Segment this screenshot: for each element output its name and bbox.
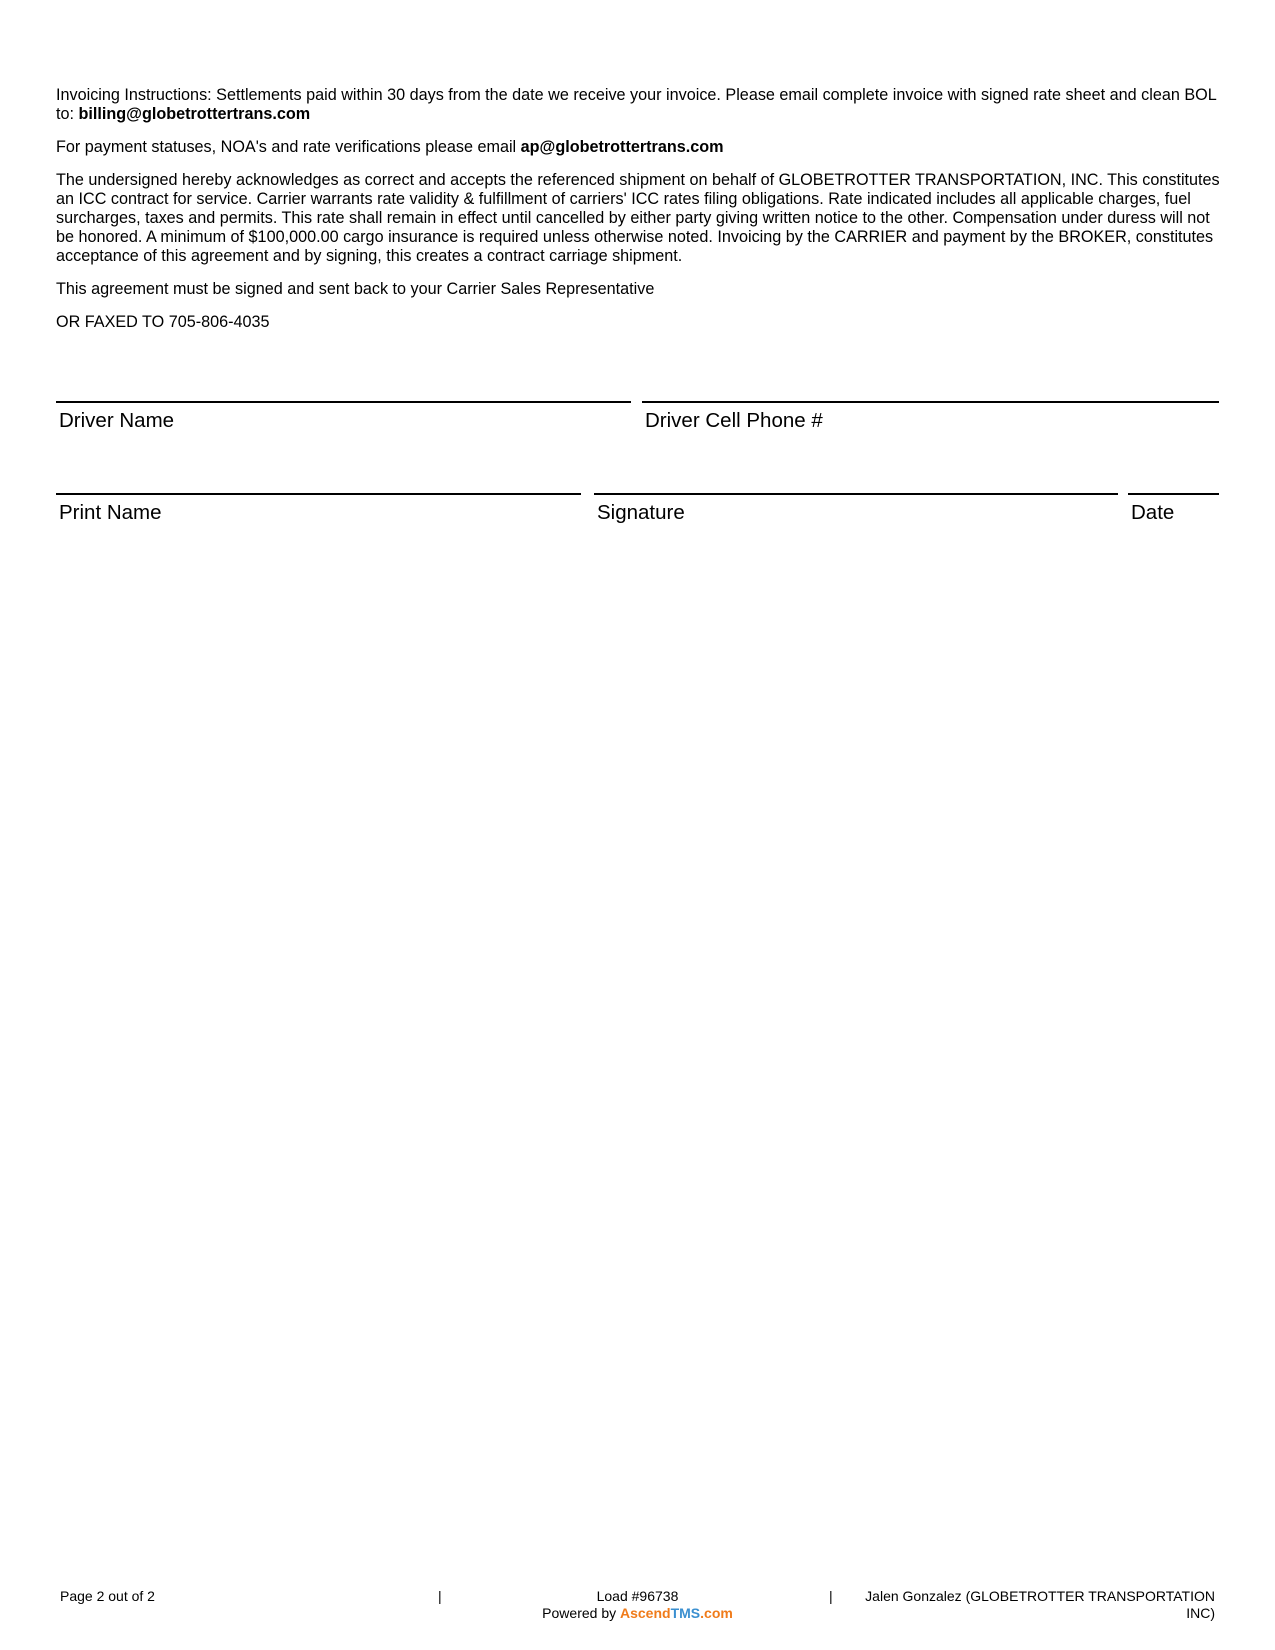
agreement-paragraph: The undersigned hereby acknowledges as correct and accepts the referenced shipment on behalf of GLOBETROTTER TRANSPORTATION, INC. This constitutes an ICC contract for service. Carrier warrants rate validity & fulfillment of carriers' ICC rates filing obligations. Rate indicated includes all applicable charges, fuel surcharges, taxes and permits. This rate shall remain in effect until cancelled by either party giving written notice to the other. Compensation under duress will not be honored. A minimum of $100,000.00 cargo insurance is required unless otherwise noted. Invoicing by the CARRIER and payment by the BROKER, constitutes acceptance of this agreement and by signing, this creates a contract carriage shipment. <box>56 171 1220 265</box>
invoicing-instructions <box>56 86 1220 124</box>
brand-tms: TMS <box>670 1605 701 1621</box>
footer-separator: | <box>829 1588 833 1604</box>
load-number: Load #96738 <box>596 1588 679 1604</box>
billing-email: billing@globetrottertrans.com <box>78 105 311 123</box>
print-name-field[interactable] <box>56 493 581 525</box>
driver-cell-label: Driver Cell Phone # <box>645 409 823 432</box>
payment-status-note <box>56 138 1220 157</box>
invoicing-text: Invoicing Instructions: Settlements paid within 30 days from the date we receive your invoice. Please email complete invoice with signed rate sheet and clean BOL to: <box>56 86 1217 123</box>
date-label: Date <box>1131 501 1175 524</box>
signature-line <box>594 493 1118 495</box>
brand-ascend: Ascend <box>620 1605 671 1621</box>
print-name-label: Print Name <box>59 501 162 524</box>
date-field[interactable] <box>1128 493 1219 525</box>
footer-center <box>500 1588 775 1622</box>
driver-cell-field[interactable] <box>642 401 1219 433</box>
fax-note: OR FAXED TO 705-806-4035 <box>56 313 270 331</box>
footer-user: Jalen Gonzalez (GLOBETROTTER TRANSPORTATION INC) <box>865 1588 1215 1621</box>
footer-separator: | <box>438 1588 442 1604</box>
signature-field[interactable] <box>594 493 1118 525</box>
signature-label: Signature <box>597 501 685 524</box>
brand-com: .com <box>700 1605 733 1621</box>
ap-email: ap@globetrottertrans.com <box>520 138 724 156</box>
powered-by-text: Powered by <box>542 1605 620 1621</box>
page-number: Page 2 out of 2 <box>60 1588 155 1604</box>
terms-section <box>56 86 1220 346</box>
print-name-line <box>56 493 581 495</box>
date-line <box>1128 493 1219 495</box>
signed-sent-note: This agreement must be signed and sent back to your Carrier Sales Representative <box>56 280 655 298</box>
driver-cell-line <box>642 401 1219 403</box>
payment-text: For payment statuses, NOA's and rate verifications please email <box>56 138 521 156</box>
powered-by <box>500 1605 775 1622</box>
driver-name-field[interactable] <box>56 401 631 433</box>
driver-name-line <box>56 401 631 403</box>
driver-name-label: Driver Name <box>59 409 175 432</box>
